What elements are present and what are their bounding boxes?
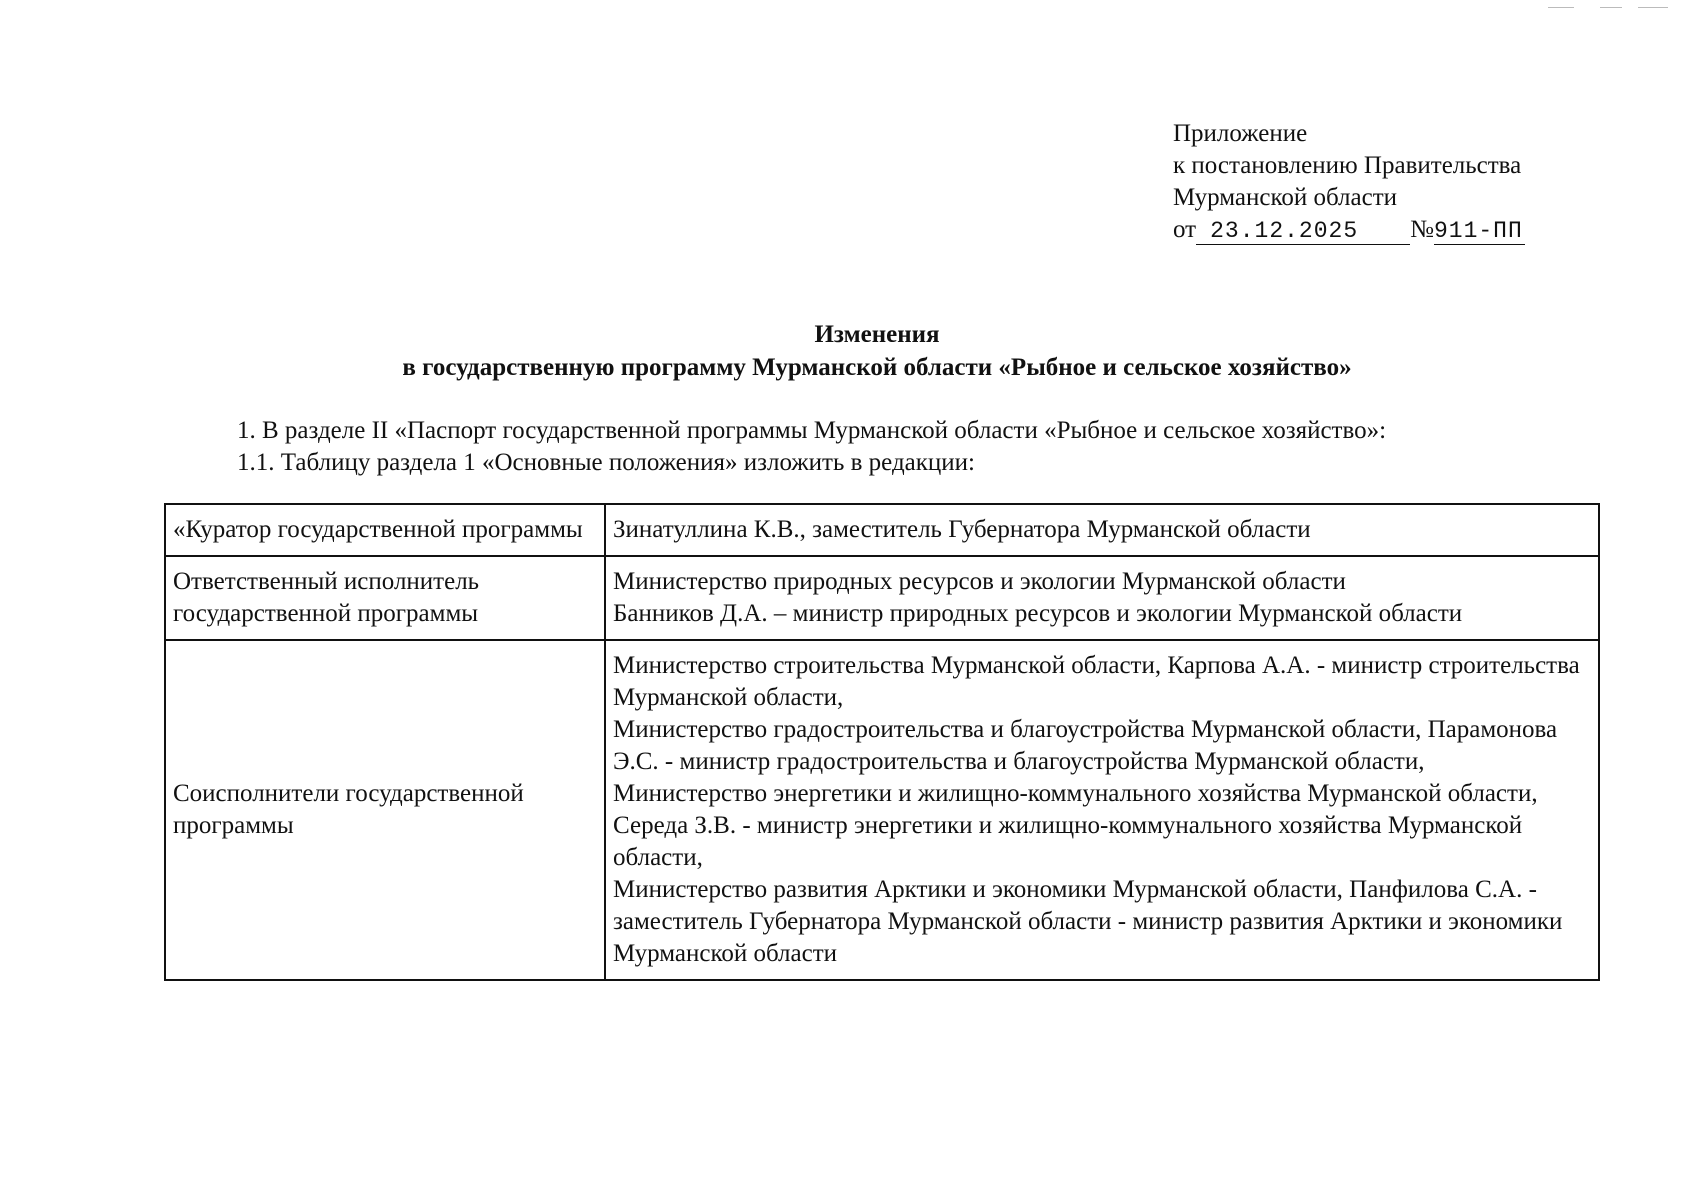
title-line-2: в государственную программу Мурманской области «Рыбное и сельское хозяйство» bbox=[402, 354, 1352, 381]
decree-number: 911-ПП bbox=[1433, 218, 1523, 244]
value-line: Министерство энергетики и жилищно-коммунального хозяйства Мурманской области, Середа З.В. - министр энергетики и жилищно-коммунального хозяйства Мурманской области, bbox=[613, 780, 1538, 871]
row-label-responsible: Ответственный исполнитель государственной программы bbox=[165, 556, 605, 640]
value-line: Министерство градостроительства и благоустройства Мурманской области, Парамонова Э.С. - министр градостроительства и благоустройства Мурманской области, bbox=[613, 716, 1558, 775]
document-title bbox=[0, 318, 1699, 384]
appendix-date-number bbox=[1173, 214, 1525, 246]
passport-table bbox=[164, 503, 1600, 981]
title-line-1: Изменения bbox=[814, 321, 940, 348]
value-line: Зинатуллина К.В., заместитель Губернатора Мурманской области bbox=[613, 516, 1311, 543]
row-label-curator: «Куратор государственной программы bbox=[165, 504, 605, 556]
row-label-coexecutors: Соисполнители государственной программы bbox=[165, 640, 605, 980]
appendix-region: Мурманской области bbox=[1173, 184, 1398, 211]
value-line: Министерство развития Арктики и экономики Мурманской области, Панфилова С.А. - заместитель Губернатора Мурманской области - министр развития Арктики и экономики Мурманской области bbox=[613, 876, 1563, 967]
row-value-curator bbox=[605, 504, 1599, 556]
intro-paragraph-2: 1.1. Таблицу раздела 1 «Основные положения» изложить в редакции: bbox=[237, 449, 975, 476]
appendix-reference: к постановлению Правительства bbox=[1173, 152, 1522, 179]
scan-artifact bbox=[1638, 7, 1668, 8]
row-value-responsible bbox=[605, 556, 1599, 640]
appendix-header bbox=[1173, 118, 1525, 246]
decree-date: 23.12.2025 bbox=[1196, 218, 1410, 245]
date-prefix: от bbox=[1173, 216, 1197, 243]
value-line: Банников Д.А. – министр природных ресурсов и экологии Мурманской области bbox=[613, 600, 1463, 627]
table-row bbox=[165, 556, 1599, 640]
value-line: Министерство строительства Мурманской области, Карпова А.А. - министр строительства Мурманской области, bbox=[613, 652, 1580, 711]
scan-artifact bbox=[1600, 7, 1622, 8]
scan-artifact bbox=[1548, 7, 1574, 8]
row-value-coexecutors bbox=[605, 640, 1599, 980]
intro-text bbox=[237, 415, 1386, 479]
table-row bbox=[165, 640, 1599, 980]
value-line: Министерство природных ресурсов и экологии Мурманской области bbox=[613, 568, 1346, 595]
table-row bbox=[165, 504, 1599, 556]
appendix-title: Приложение bbox=[1173, 120, 1308, 147]
intro-paragraph-1: 1. В разделе II «Паспорт государственной программы Мурманской области «Рыбное и сельское хозяйство»: bbox=[237, 417, 1387, 444]
number-prefix: № bbox=[1410, 216, 1434, 243]
